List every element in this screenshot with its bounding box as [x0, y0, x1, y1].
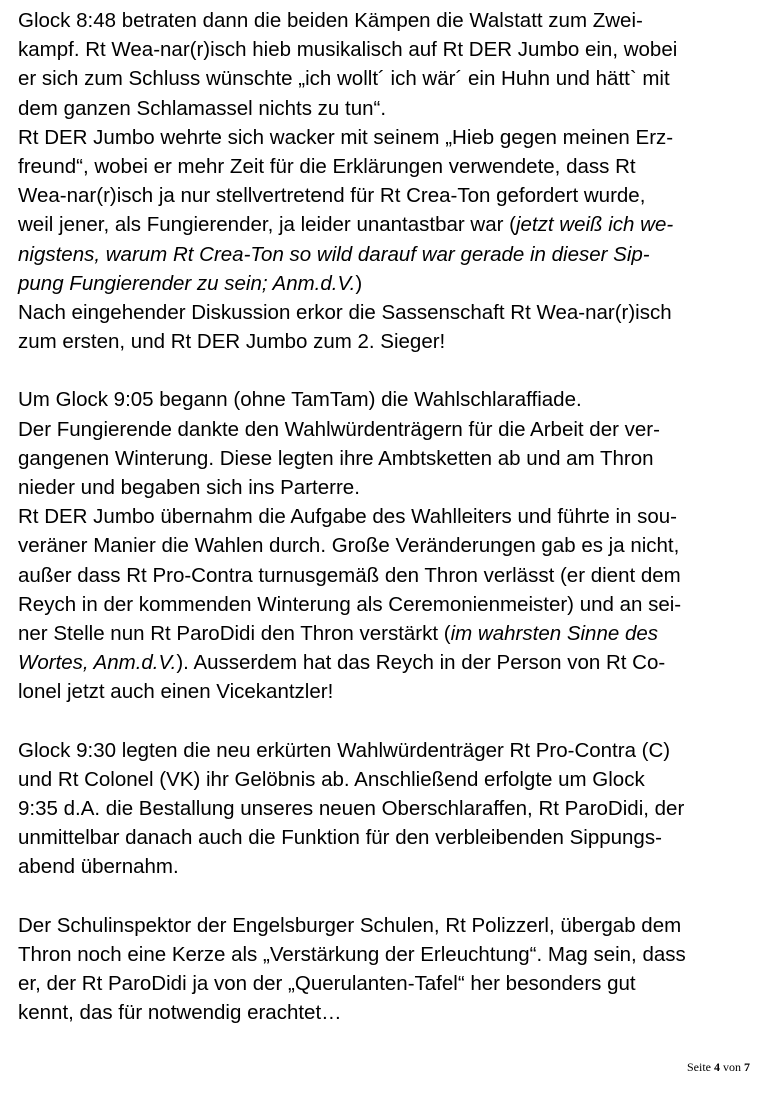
page-number: [687, 1060, 750, 1075]
paragraph-duel: [18, 6, 753, 356]
author-note: jetzt weiß ich we- nigstens, warum Rt Crea-Ton so wild darauf war gerade in dieser Sip- pung Fungierender zu sein; Anm.d.V.: [18, 213, 674, 295]
paragraph-pledge: Glock 9:30 legten die neu erkürten Wahlwürdenträger Rt Pro-Contra (C) und Rt Colonel (VK) ihr Gelöbnis ab. Anschließend erfolgte um Glock 9:35 d.A. die Bestallung unseres neuen Oberschlaraffen, Rt ParoDidi, der unmittelbar danach auch die Funktion für den verbleibenden Sippungs- abend übernahm.: [18, 738, 685, 879]
page-number-middle: von: [720, 1060, 744, 1074]
paragraph-text: ). Ausserdem hat das Reych in der Person von Rt Co- lonel jetzt auch einen Vicekantzler!: [18, 651, 666, 704]
current-page: 4: [714, 1060, 720, 1074]
document-body: [18, 6, 753, 1028]
author-note: im wahrsten Sinne des Wortes, Anm.d.V.: [18, 622, 658, 675]
paragraph-gap: [18, 707, 753, 736]
paragraph-candle: Der Schulinspektor der Engelsburger Schulen, Rt Polizzerl, übergab dem Thron noch eine Kerze als „Verstärkung der Erleuchtung“. Mag sein, dass er, der Rt ParoDidi ja von der „Querulanten-Tafel“ her besonders gut kennt, das für notwendig erachtet…: [18, 913, 686, 1025]
page-number-prefix: Seite: [687, 1060, 714, 1074]
paragraph-text: Um Glock 9:05 begann (ohne TamTam) die Wahlschlaraffiade. Der Fungierende dankte den Wahlwürdenträgern für die Arbeit der ver- gangenen Winterung. Diese legten ihre Ambtsketten ab und am Thron nieder und begaben sich ins Parterre. Rt DER Jumbo übernahm die Aufgabe des Wahlleiters und führte in sou- veräner Manier die Wahlen durch. Große Veränderungen gab es ja nicht, außer dass Rt Pro-Contra turnusgemäß den Thron verlässt (er dient dem Reych in der kommenden Winterung als Ceremonienmeister) und an sei- ner Stelle nun Rt ParoDidi den Thron verstärkt (: [18, 388, 682, 646]
paragraph-election: [18, 385, 753, 706]
total-pages: 7: [744, 1060, 750, 1074]
paragraph-gap: [18, 882, 753, 911]
paragraph-text: ) Nach eingehender Diskussion erkor die Sassenschaft Rt Wea-nar(r)isch zum ersten, und Rt DER Jumbo zum 2. Sieger!: [18, 271, 672, 354]
paragraph-text: Glock 8:48 betraten dann die beiden Kämpen die Walstatt zum Zwei- kampf. Rt Wea-nar(r)isch hieb musikalisch auf Rt DER Jumbo ein, wobei er sich zum Schluss wünschte „ich wollt´ ich wär´ ein Huhn und hätt` mit dem ganzen Schlamassel nichts zu tun“. Rt DER Jumbo wehrte sich wacker mit seinem „Hieb gegen meinen Erz- freund“, wobei er mehr Zeit für die Erklärungen verwendete, dass Rt Wea-nar(r)isch ja nur stellvertretend für Rt Crea-Ton gefordert wurde, weil jener, als Fungierender, ja leider unantastbar war (: [18, 9, 678, 237]
paragraph-gap: [18, 356, 753, 385]
